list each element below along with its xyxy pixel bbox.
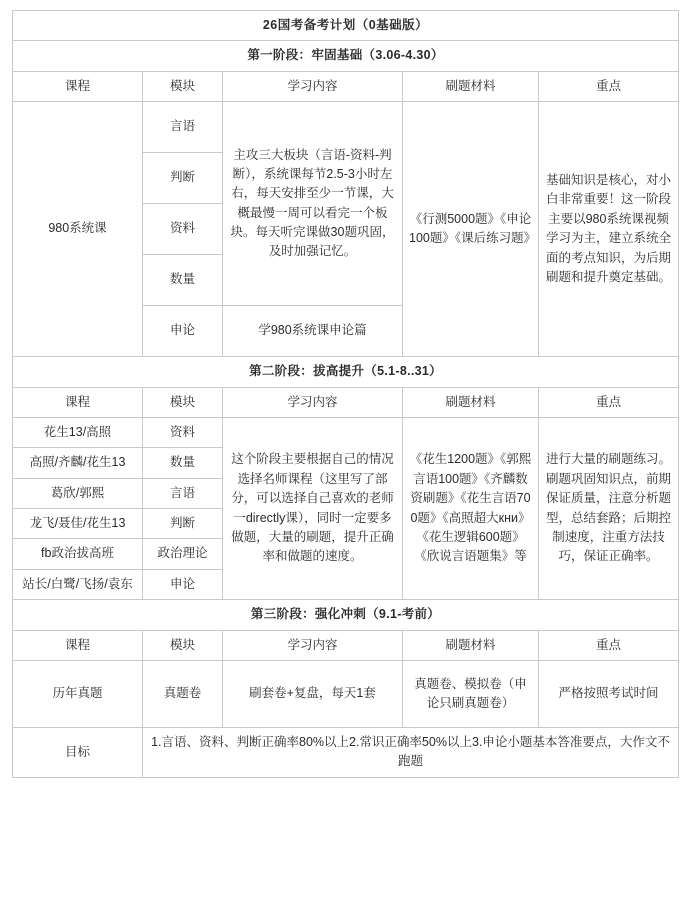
stage1-focus: 基础知识是核心，对小白非常重要！这一阶段主要以980系统课视频学习为主，建立系统全面的考点知识，为后期刷题和提升奠定基础。 [539, 102, 679, 357]
table-row [13, 660, 679, 727]
stage2-header-row [13, 387, 679, 417]
stage2-focus: 进行大量的刷题练习。刷题巩固知识点，前期保证质量，注意分析题型，总结套路；后期控制速度，注重方法技巧，保证正确率。 [539, 417, 679, 599]
stage1-module-panduan: 判断 [143, 153, 223, 204]
stage2-module-0: 资料 [143, 417, 223, 447]
column-header-module: 模块 [143, 71, 223, 101]
stage3-focus: 严格按照考试时间 [539, 660, 679, 727]
stage2-module-2: 言语 [143, 478, 223, 508]
column-header-module: 模块 [143, 630, 223, 660]
column-header-content: 学习内容 [223, 387, 403, 417]
stage2-module-5: 申论 [143, 569, 223, 599]
stage3-header-row [13, 630, 679, 660]
title-row [13, 11, 679, 41]
stage3-materials: 真题卷、模拟卷（申论只刷真题卷） [403, 660, 539, 727]
stage2-course-3: 龙飞/聂佳/花生13 [13, 509, 143, 539]
study-plan-table [12, 10, 679, 778]
stage2-course-2: 葛欣/郭熙 [13, 478, 143, 508]
stage2-course-4: fb政治拔高班 [13, 539, 143, 569]
column-header-focus: 重点 [539, 71, 679, 101]
column-header-course: 课程 [13, 71, 143, 101]
stage2-module-3: 判断 [143, 509, 223, 539]
goal-row [13, 727, 679, 777]
column-header-content: 学习内容 [223, 71, 403, 101]
stage1-course: 980系统课 [13, 102, 143, 357]
stage2-heading: 第二阶段：拔高提升（5.1-8..31） [13, 357, 679, 387]
stage2-course-5: 站长/白鹭/飞扬/袁东 [13, 569, 143, 599]
column-header-course: 课程 [13, 387, 143, 417]
stage2-materials: 《花生1200题》《郭熙言语100题》《齐麟数资刷题》《花生言语700题》《高照超大кни》《花生逻辑600题》《欣说言语题集》等 [403, 417, 539, 599]
stage1-module-yanyu: 言语 [143, 102, 223, 153]
stage1-content-main: 主攻三大板块（言语-资料-判断），系统课每节2.5-3小时左右，每天安排至少一节课，大概最慢一周可以看完一个板块。每天听完课做30题巩固，及时加强记忆。 [223, 102, 403, 306]
stage3-heading-row [13, 600, 679, 630]
stage3-module: 真题卷 [143, 660, 223, 727]
table-row [13, 417, 679, 447]
stage1-content-shenlun: 学980系统课申论篇 [223, 306, 403, 357]
stage3-heading: 第三阶段：强化冲刺（9.1-考前） [13, 600, 679, 630]
document-title: 26国考备考计划（0基础版） [13, 11, 679, 41]
stage1-module-shuliang: 数量 [143, 255, 223, 306]
stage2-course-0: 花生13/高照 [13, 417, 143, 447]
goal-text: 1.言语、资料、判断正确率80%以上2.常识正确率50%以上3.申论小题基本答准要点，大作文不跑题 [143, 727, 679, 777]
stage2-module-4: 政治理论 [143, 539, 223, 569]
stage1-heading-row [13, 41, 679, 71]
stage3-course: 历年真题 [13, 660, 143, 727]
stage2-course-1: 高照/齐麟/花生13 [13, 448, 143, 478]
stage3-content: 刷套卷+复盘，每天1套 [223, 660, 403, 727]
column-header-module: 模块 [143, 387, 223, 417]
column-header-materials: 刷题材料 [403, 71, 539, 101]
stage1-heading: 第一阶段：牢固基础（3.06-4.30） [13, 41, 679, 71]
table-row [13, 102, 679, 153]
column-header-content: 学习内容 [223, 630, 403, 660]
stage1-module-shenlun: 申论 [143, 306, 223, 357]
column-header-course: 课程 [13, 630, 143, 660]
column-header-focus: 重点 [539, 630, 679, 660]
stage2-heading-row [13, 357, 679, 387]
goal-label: 目标 [13, 727, 143, 777]
stage1-header-row [13, 71, 679, 101]
stage2-module-1: 数量 [143, 448, 223, 478]
stage1-materials: 《行测5000题》《申论100题》《课后练习题》 [403, 102, 539, 357]
column-header-materials: 刷题材料 [403, 630, 539, 660]
column-header-focus: 重点 [539, 387, 679, 417]
stage2-content: 这个阶段主要根据自己的情况选择名师课程（这里写了部分，可以选择自己喜欢的老师一directly课），同时一定要多做题，大量的刷题，提升正确率和做题的速度。 [223, 417, 403, 599]
stage1-module-ziliao: 资料 [143, 204, 223, 255]
column-header-materials: 刷题材料 [403, 387, 539, 417]
